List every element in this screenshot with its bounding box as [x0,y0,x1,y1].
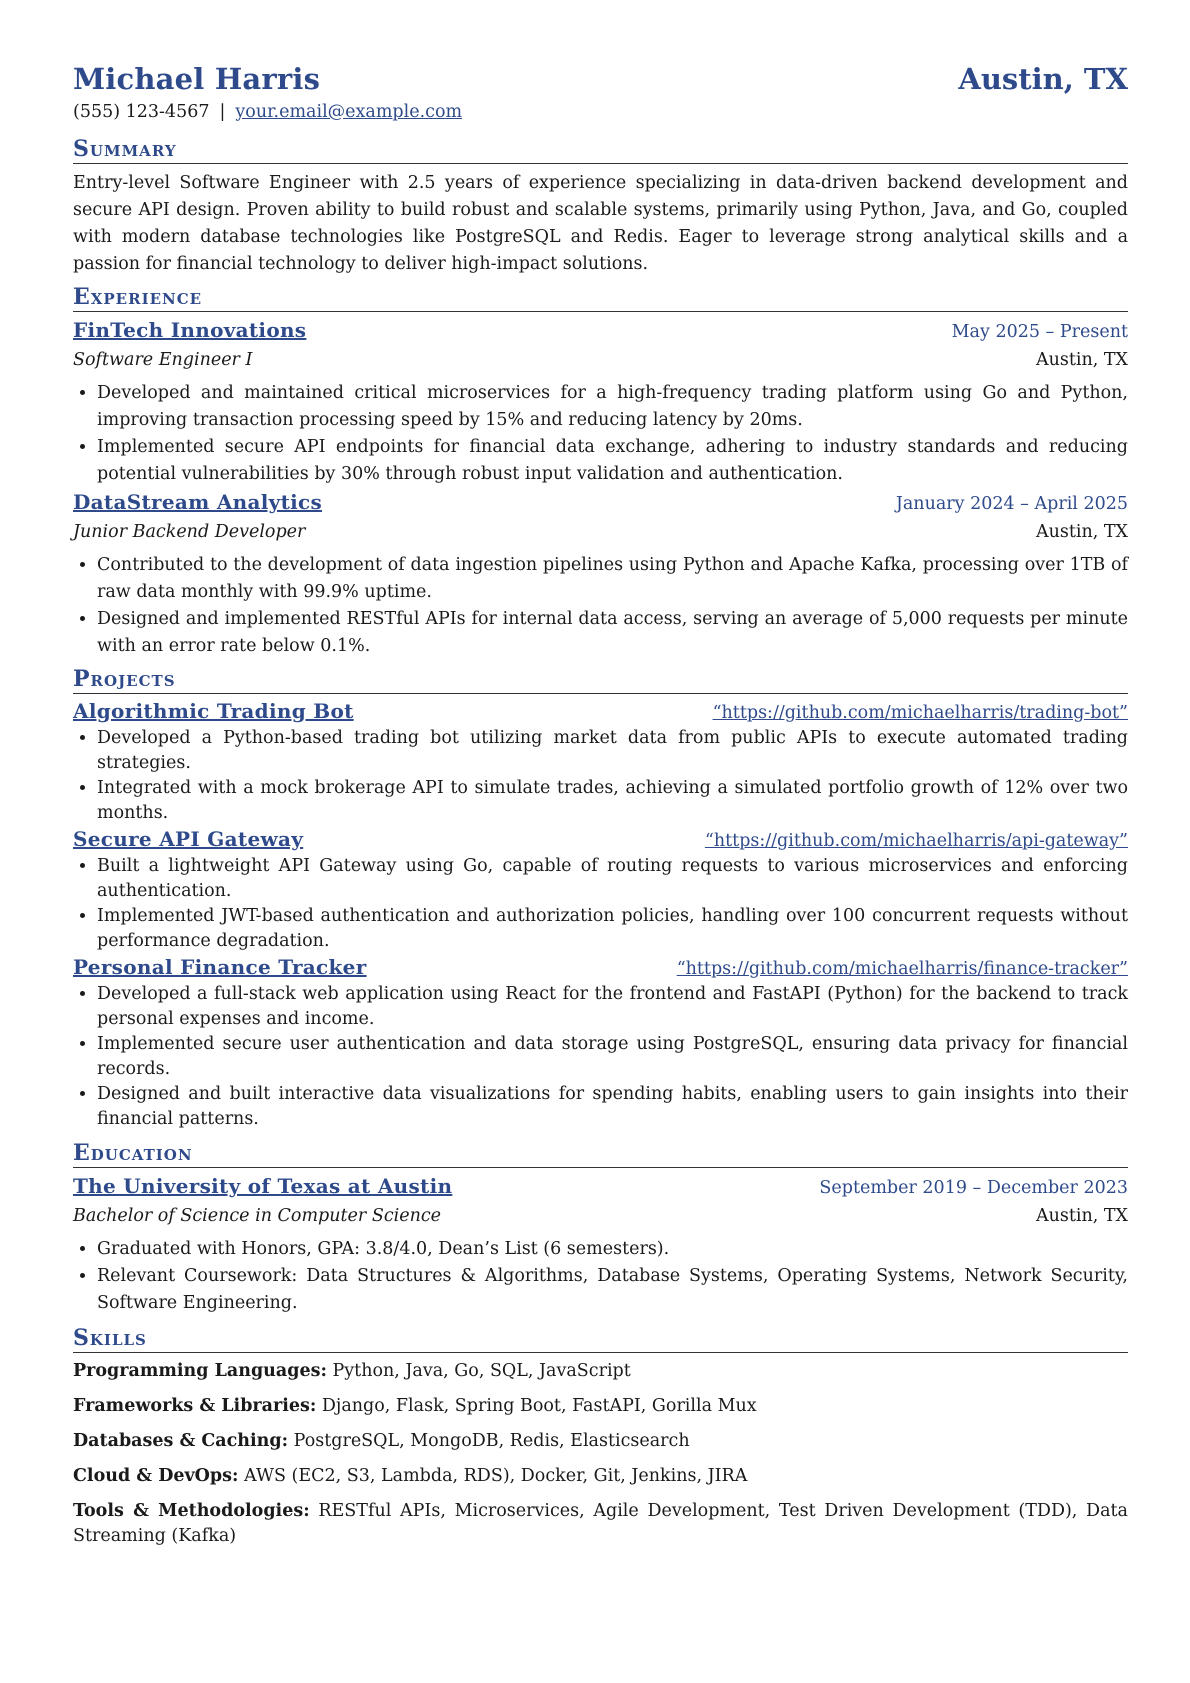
resume-page [73,0,1128,1549]
project-bullets [73,854,1128,954]
list-item: • Implemented secure API endpoints for financial data exchange, adhering to industry standards and reducing potential vulnerabilities by 30% through robust input validation and authentication. [97,434,1128,488]
email-link[interactable]: your.email@example.com [235,102,463,122]
job-location: Austin, TX [1035,350,1128,370]
list-item: • Relevant Coursework: Data Structures & Algorithms, Database Systems, Operating Systems, Network Security, Software Engineering. [97,1263,1128,1317]
list-item: • Graduated with Honors, GPA: 3.8/4.0, Dean’s List (6 semesters). [97,1236,1128,1263]
job-location: Austin, TX [1035,522,1128,542]
section-title-skills: Skills [73,1325,1128,1353]
skill-row [73,1464,1128,1489]
skill-row [73,1359,1128,1384]
education-location: Austin, TX [1035,1206,1128,1226]
job-role: Junior Backend Developer [73,522,306,542]
company-name[interactable]: FinTech Innovations [73,318,307,342]
project-entry [73,954,1128,1132]
list-item: • Designed and implemented RESTful APIs for internal data access, serving an average of 5,000 requests per minute with an error rate below 0.1%. [97,606,1128,660]
project-link[interactable]: “https://github.com/michaelharris/finance-tracker” [676,959,1128,979]
project-link[interactable]: “https://github.com/michaelharris/trading-bot” [712,703,1128,723]
education-dates: September 2019 – December 2023 [819,1178,1128,1198]
skill-label: Programming Languages: [73,1361,327,1381]
degree: Bachelor of Science in Computer Science [73,1206,442,1226]
skill-value: Django, Flask, Spring Boot, FastAPI, Gorilla Mux [321,1396,757,1416]
project-name[interactable]: Personal Finance Tracker [73,955,367,979]
candidate-name: Michael Harris [73,62,321,96]
list-item: • Implemented JWT-based authentication and authorization policies, handling over 100 concurrent requests without performance degradation. [97,904,1128,954]
list-item: • Implemented secure user authentication and data storage using PostgreSQL, ensuring data privacy for financial records. [97,1032,1128,1082]
phone-number: (555) 123-4567 [73,102,210,122]
project-bullets [73,726,1128,826]
company-name[interactable]: DataStream Analytics [73,490,323,514]
skill-label: Cloud & DevOps: [73,1466,239,1486]
education-bullets [73,1236,1128,1317]
skill-label: Databases & Caching: [73,1431,289,1451]
section-title-education: Education [73,1140,1128,1168]
skill-row [73,1499,1128,1549]
job-bullets [73,552,1128,660]
contact-separator: | [219,102,226,122]
job-bullets [73,380,1128,488]
skill-value: RESTful APIs, Microservices, Agile Development, Test Driven Development (TDD), Data Streaming (Kafka) [73,1501,1128,1546]
job-dates: May 2025 – Present [951,322,1128,342]
skill-row [73,1429,1128,1454]
experience-entry [73,316,1128,488]
summary-text: Entry-level Software Engineer with 2.5 years of experience specializing in data-driven backend development and secure API design. Proven ability to build robust and scalable systems, primarily using Python, Java, and Go, coupled with modern database technologies like PostgreSQL and Redis. Eager to leverage strong analytical skills and a passion for financial technology to deliver high-impact solutions. [73,173,1128,274]
school-name[interactable]: The University of Texas at Austin [73,1174,453,1198]
project-entry [73,826,1128,954]
project-name[interactable]: Algorithmic Trading Bot [73,699,354,723]
resume-header [73,62,1128,96]
education-entry [73,1172,1128,1317]
list-item: • Developed a full-stack web application using React for the frontend and FastAPI (Python) for the backend to track personal expenses and income. [97,982,1128,1032]
section-title-experience: Experience [73,284,1128,312]
section-title-summary: Summary [73,136,1128,164]
skill-value: Python, Java, Go, SQL, JavaScript [332,1361,631,1381]
skill-row [73,1394,1128,1419]
list-item: • Built a lightweight API Gateway using Go, capable of routing requests to various microservices and enforcing authentication. [97,854,1128,904]
project-link[interactable]: “https://github.com/michaelharris/api-gateway” [704,831,1128,851]
list-item: • Developed and maintained critical microservices for a high-frequency trading platform using Go and Python, improving transaction processing speed by 15% and reducing latency by 20ms. [97,380,1128,434]
project-bullets [73,982,1128,1132]
skill-value: PostgreSQL, MongoDB, Redis, Elasticsearch [293,1431,690,1451]
candidate-location: Austin, TX [958,62,1128,96]
section-title-projects: Projects [73,666,1128,694]
skill-value: AWS (EC2, S3, Lambda, RDS), Docker, Git, Jenkins, JIRA [244,1466,748,1486]
project-entry [73,698,1128,826]
list-item: • Developed a Python-based trading bot utilizing market data from public APIs to execute automated trading strategies. [97,726,1128,776]
list-item: • Contributed to the development of data ingestion pipelines using Python and Apache Kafka, processing over 1TB of raw data monthly with 99.9% uptime. [97,552,1128,606]
job-role: Software Engineer I [73,350,253,370]
list-item: • Designed and built interactive data visualizations for spending habits, enabling users to gain insights into their financial patterns. [97,1082,1128,1132]
job-dates: January 2024 – April 2025 [895,494,1128,514]
skill-label: Frameworks & Libraries: [73,1396,317,1416]
contact-line [73,102,1128,122]
list-item: • Integrated with a mock brokerage API to simulate trades, achieving a simulated portfolio growth of 12% over two months. [97,776,1128,826]
project-name[interactable]: Secure API Gateway [73,827,304,851]
experience-entry [73,488,1128,660]
skill-label: Tools & Methodologies: [73,1501,310,1521]
